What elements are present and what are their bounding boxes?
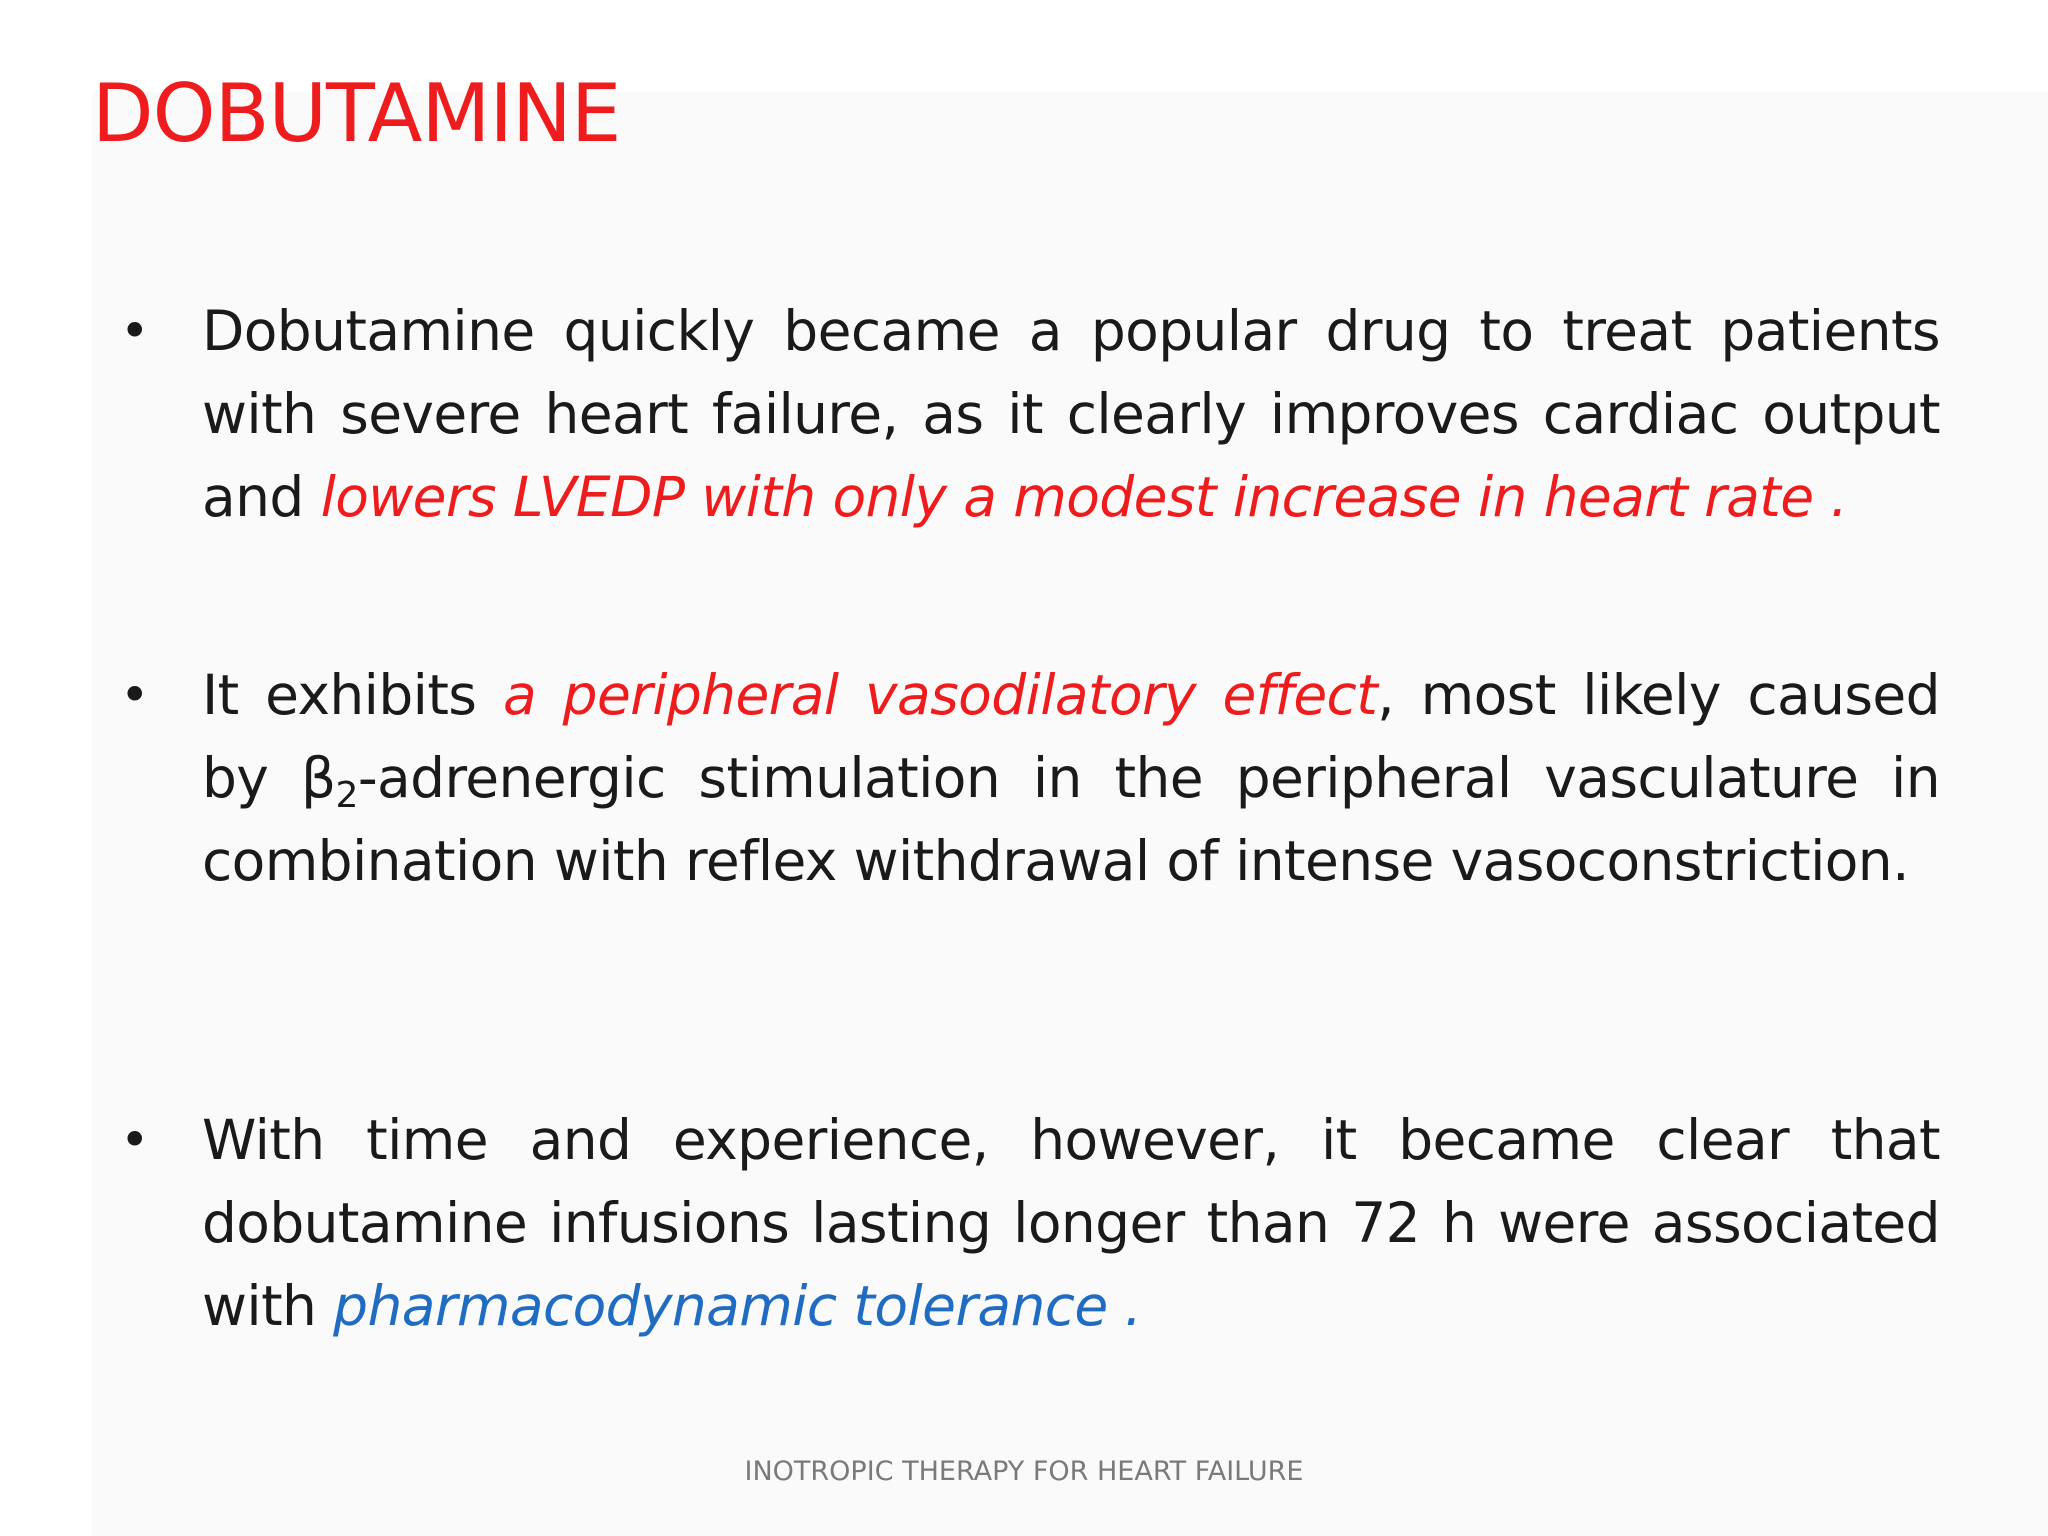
bullet-text-3 <box>202 1099 1940 1348</box>
slide-title: DOBUTAMINE <box>92 67 621 160</box>
bullet-2-text-lead: It exhibits <box>202 663 503 727</box>
bullet-3-text-plain: With time and experience, however, it became clear that dobutamine infusions lasting longer than 72 h were associated with <box>202 1108 1940 1338</box>
bullet-1-highlight: lowers LVEDP with only a modest increase in heart rate . <box>320 465 1848 529</box>
bullet-dot-icon: • <box>120 666 150 724</box>
bullet-2-highlight: a peripheral vasodilatory effect <box>502 663 1378 727</box>
bullet-text-1 <box>202 290 1940 539</box>
bullet-2-text-tail: -adrenergic stimulation in the peripheral vasculature in combination with reflex withdrawal of intense vasoconstriction. <box>202 746 1940 893</box>
slide-footer: INOTROPIC THERAPY FOR HEART FAILURE <box>744 1456 1304 1487</box>
bullet-dot-icon: • <box>120 1111 150 1169</box>
bullet-1-text-plain: Dobutamine quickly became a popular drug to treat patients with severe heart failure, as it clearly improves cardiac output and <box>202 299 1940 529</box>
beta-subscript: 2 <box>335 775 358 816</box>
bullet-text-2 <box>202 654 1940 903</box>
bullet-3-highlight: pharmacodynamic tolerance . <box>333 1274 1142 1338</box>
bullet-2-text-middle: , most likely caused by β <box>202 663 1940 810</box>
bullet-dot-icon: • <box>120 302 150 360</box>
